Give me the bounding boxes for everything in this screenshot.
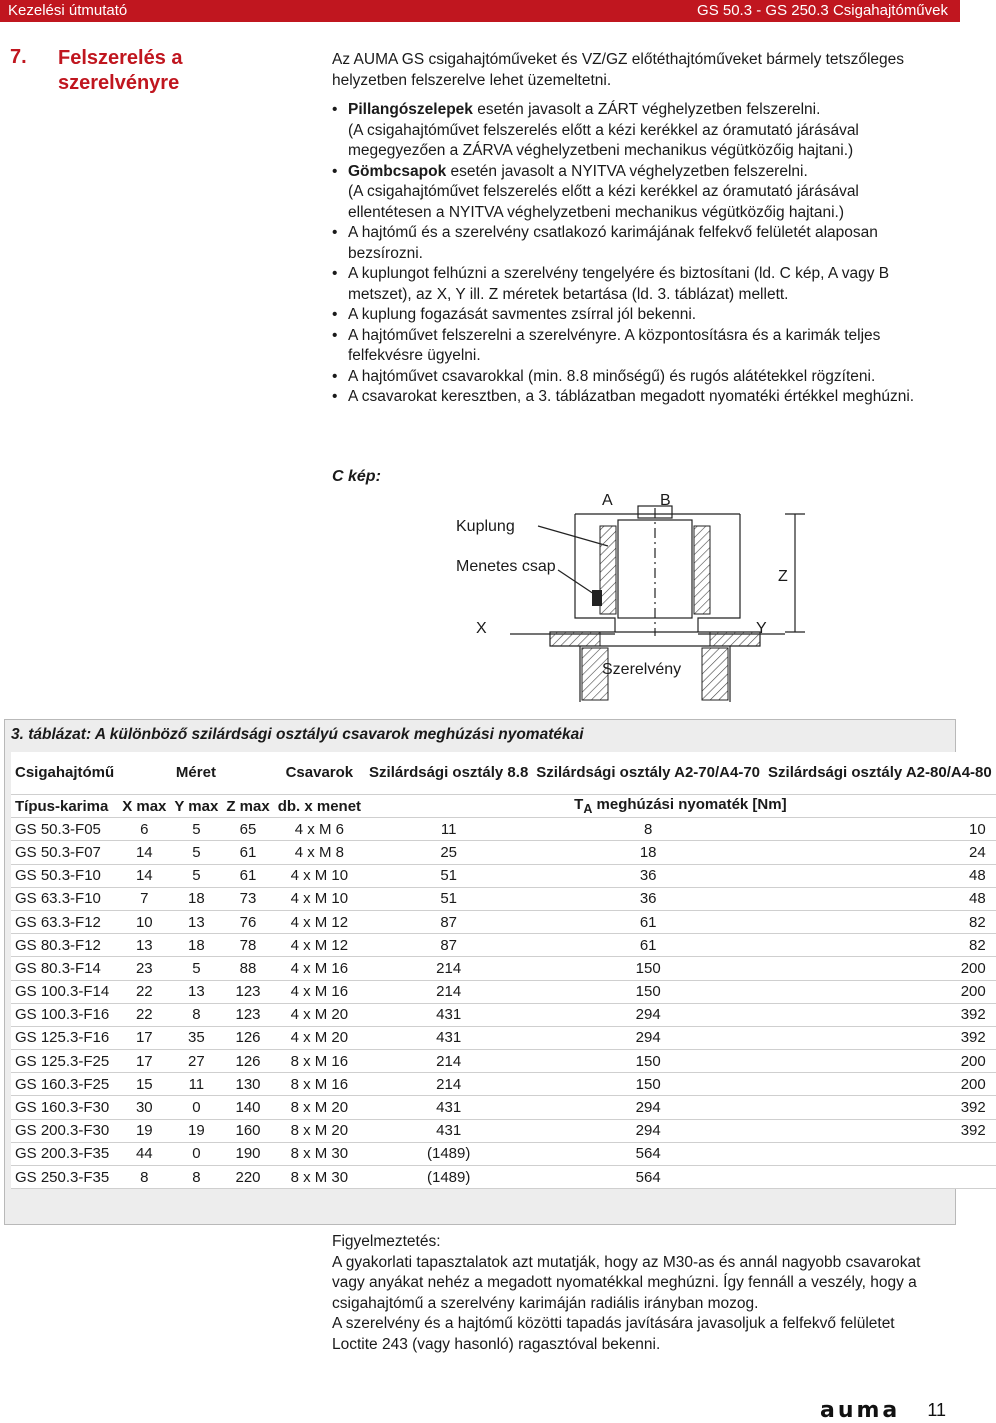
table-cell: 73 (222, 887, 273, 910)
list-item: • A csavarokat keresztben, a 3. táblázatban megadott nyomatéki értékkel meghúzni. (332, 387, 942, 408)
table-row (11, 934, 996, 957)
label-dim-x: X (476, 620, 487, 637)
table-cell: 8 (170, 1003, 222, 1026)
table-cell: GS 80.3-F12 (11, 934, 118, 957)
table-cell: 214 (365, 980, 532, 1003)
table-cell: 36 (532, 864, 764, 887)
table-cell: 8 (170, 1166, 222, 1189)
table-cell: GS 125.3-F25 (11, 1050, 118, 1073)
table-cell: 150 (532, 1073, 764, 1096)
col-header: Csigahajtómű (11, 752, 118, 795)
table-cell: 18 (170, 934, 222, 957)
table-cell: 8 x M 30 (274, 1166, 365, 1189)
table-cell: 8 x M 30 (274, 1142, 365, 1165)
header-product-title: GS 50.3 - GS 250.3 Csigahajtóművek (697, 2, 948, 19)
instruction-list (332, 100, 942, 408)
table-cell: 51 (365, 887, 532, 910)
torque-subheader (365, 795, 996, 818)
table-cell: GS 125.3-F16 (11, 1026, 118, 1049)
table-cell: 4 x M 10 (274, 864, 365, 887)
table-row (11, 1050, 996, 1073)
table-cell: GS 200.3-F30 (11, 1119, 118, 1142)
table-cell: 5 (170, 841, 222, 864)
table-cell: 0 (170, 1142, 222, 1165)
table-cell: GS 160.3-F25 (11, 1073, 118, 1096)
table-cell: 6 (118, 818, 170, 841)
table-cell: GS 250.3-F35 (11, 1166, 118, 1189)
table-cell: GS 100.3-F16 (11, 1003, 118, 1026)
table-row (11, 1119, 996, 1142)
page-number: 11 (927, 1400, 946, 1420)
table-cell: 8 x M 16 (274, 1050, 365, 1073)
col-subheader: Y max (170, 795, 222, 818)
table-cell: 87 (365, 910, 532, 933)
warning-block (332, 1232, 942, 1355)
table-cell: GS 160.3-F30 (11, 1096, 118, 1119)
table-row (11, 1096, 996, 1119)
table-cell: 4 x M 8 (274, 841, 365, 864)
table-cell: 150 (532, 980, 764, 1003)
table-row (11, 1003, 996, 1026)
bullet-note: (A csigahajtóművet felszerelés előtt a kézi kerékkel az óramutató járásával megegyezően a ZÁRVA véghelyzetbeni mechanikus végütközőig hajtani.) (348, 121, 859, 159)
table-cell: 11 (365, 818, 532, 841)
table-cell: GS 50.3-F05 (11, 818, 118, 841)
table-cell: 14 (118, 864, 170, 887)
table-cell: 8 x M 20 (274, 1096, 365, 1119)
table-cell: 14 (118, 841, 170, 864)
table-cell: 23 (118, 957, 170, 980)
table-cell: GS 63.3-F10 (11, 887, 118, 910)
table-cell: 4 x M 6 (274, 818, 365, 841)
table-cell: 13 (170, 980, 222, 1003)
table-cell: 25 (365, 841, 532, 864)
col-header: Méret (118, 752, 274, 795)
table-cell: 17 (118, 1050, 170, 1073)
table-cell: 214 (365, 1073, 532, 1096)
table-row (11, 957, 996, 980)
table-cell: GS 80.3-F14 (11, 957, 118, 980)
table-cell: 87 (365, 934, 532, 957)
table-cell: 88 (222, 957, 273, 980)
table-cell: 4 x M 10 (274, 887, 365, 910)
table-cell: (1489) (365, 1142, 532, 1165)
table-cell: 51 (365, 864, 532, 887)
table-cell: 564 (532, 1166, 764, 1189)
bullet-note: (A csigahajtóművet felszerelés előtt a kézi kerékkel az óramutató járásával ellentétesen a NYITVA véghelyzetbeni mechanikus végütközőig hajtani.) (348, 183, 859, 221)
label-dim-y: Y (756, 620, 767, 637)
table-cell: 13 (170, 910, 222, 933)
table-row (11, 841, 996, 864)
table-cell: 140 (222, 1096, 273, 1119)
list-item: • A kuplung fogazását savmentes zsírral jól bekenni. (332, 305, 942, 326)
table-cell: 431 (365, 1096, 532, 1119)
table-cell: 4 x M 20 (274, 1026, 365, 1049)
col-header: Szilárdsági osztály A2-70/A4-70 (532, 752, 764, 795)
list-item (332, 100, 942, 162)
table-cell: 13 (118, 934, 170, 957)
col-subheader: Z max (222, 795, 273, 818)
table-cell: 5 (170, 864, 222, 887)
table-cell: 8 (532, 818, 764, 841)
table-cell: 4 x M 16 (274, 957, 365, 980)
table-cell: 150 (532, 957, 764, 980)
table-cell: 123 (222, 1003, 273, 1026)
auma-logo: auma (820, 1398, 901, 1423)
col-subheader: X max (118, 795, 170, 818)
bullet-bold: Gömbcsapok (348, 162, 447, 180)
table-cell: 126 (222, 1050, 273, 1073)
table-cell: 24 (764, 841, 996, 864)
table-cell: 220 (222, 1166, 273, 1189)
table-cell: 19 (170, 1119, 222, 1142)
table-row (11, 1166, 996, 1189)
table-cell: 61 (222, 841, 273, 864)
coupling-cross-section-figure (440, 486, 810, 702)
table-row (11, 980, 996, 1003)
warning-paragraph: A gyakorlati tapasztalatok azt mutatják, hogy az M30-as és annál nagyobb csavarokat vagy anyákat nehéz a megadott nyomatékkal meghúzni. Így fennáll a veszély, hogy a csigahajtómű a szerelvény karimáján radiális irányban mozog. (332, 1253, 921, 1312)
table-header-row (11, 752, 996, 795)
section-number: 7. (10, 46, 27, 68)
table-cell: 18 (532, 841, 764, 864)
table-cell: 65 (222, 818, 273, 841)
table-cell: 4 x M 12 (274, 934, 365, 957)
warning-title: Figyelmeztetés: (332, 1233, 441, 1250)
table-subheader-row (11, 795, 996, 818)
table-cell: 392 (764, 1026, 996, 1049)
table-cell: 392 (764, 1096, 996, 1119)
table-cell: 431 (365, 1003, 532, 1026)
table-cell: (1489) (365, 1166, 532, 1189)
table-cell: 4 x M 12 (274, 910, 365, 933)
table-cell: GS 63.3-F12 (11, 910, 118, 933)
warning-paragraph: A szerelvény és a hajtómű közötti tapadás javítására javasoljuk a felfekvő felületet Loctite 243 (vagy hasonló) ragasztóval bekenni. (332, 1315, 895, 1353)
table-cell: 10 (118, 910, 170, 933)
table-cell: 294 (532, 1003, 764, 1026)
torque-symbol: T (574, 796, 584, 814)
table-row (11, 1073, 996, 1096)
table-row (11, 910, 996, 933)
table-cell: 48 (764, 887, 996, 910)
table-cell: 431 (365, 1119, 532, 1142)
table-cell: 294 (532, 1119, 764, 1142)
table-cell: 82 (764, 910, 996, 933)
table-cell: 200 (764, 957, 996, 980)
table-cell: 392 (764, 1003, 996, 1026)
table-cell: 61 (222, 864, 273, 887)
table-title: 3. táblázat: A különböző szilárdsági osztályú csavarok meghúzási nyomatékai (11, 726, 584, 743)
table-cell: 150 (532, 1050, 764, 1073)
bullet-bold: Pillangószelepek (348, 101, 473, 118)
bullet-text: esetén javasolt a NYITVA véghelyzetben felszerelni. (446, 162, 808, 180)
table-cell: 10 (764, 818, 996, 841)
table-cell: 61 (532, 934, 764, 957)
table-cell: GS 50.3-F10 (11, 864, 118, 887)
table-cell: 61 (532, 910, 764, 933)
table-cell: 160 (222, 1119, 273, 1142)
table-cell: 431 (365, 1026, 532, 1049)
table-cell: 27 (170, 1050, 222, 1073)
table-cell: 4 x M 20 (274, 1003, 365, 1026)
label-szerelveny: Szerelvény (602, 661, 682, 678)
table-cell (764, 1142, 996, 1165)
table-cell: 82 (764, 934, 996, 957)
table-cell: 294 (532, 1096, 764, 1119)
table-cell: 8 x M 20 (274, 1119, 365, 1142)
table-cell: 30 (118, 1096, 170, 1119)
table-cell: 0 (170, 1096, 222, 1119)
table-row (11, 1026, 996, 1049)
torque-table (11, 752, 996, 1189)
table-cell: 36 (532, 887, 764, 910)
table-row (11, 864, 996, 887)
table-cell: 123 (222, 980, 273, 1003)
table-cell: 7 (118, 887, 170, 910)
label-menetes-csap: Menetes csap (456, 558, 556, 575)
label-dim-z: Z (778, 568, 788, 585)
header-doc-title: Kezelési útmutató (8, 2, 128, 19)
table-cell: 78 (222, 934, 273, 957)
table-cell: 200 (764, 1050, 996, 1073)
table-cell: 214 (365, 957, 532, 980)
table-cell: 44 (118, 1142, 170, 1165)
list-item: • A hajtómű és a szerelvény csatlakozó karimájának felfekvő felületét alaposan bezsírozni. (332, 223, 942, 264)
col-subheader: Típus-karima (11, 795, 118, 818)
list-item: • A kuplungot felhúzni a szerelvény tengelyére és biztosítani (ld. C kép, A vagy B metszet), az X, Y ill. Z méretek betartása (ld. 3. táblázat) mellett. (332, 264, 942, 305)
table-cell: 294 (532, 1026, 764, 1049)
table-cell: 11 (170, 1073, 222, 1096)
list-item: • A hajtóművet csavarokkal (min. 8.8 minőségű) és rugós alátétekkel rögzíteni. (332, 367, 942, 388)
torque-subscript: A (583, 802, 593, 817)
table-cell: GS 200.3-F35 (11, 1142, 118, 1165)
table-cell: 564 (532, 1142, 764, 1165)
table-cell: 190 (222, 1142, 273, 1165)
table-cell: 76 (222, 910, 273, 933)
table-cell: 126 (222, 1026, 273, 1049)
table-cell: 5 (170, 818, 222, 841)
table-row (11, 887, 996, 910)
table-cell: 200 (764, 980, 996, 1003)
col-subheader: db. x menet (274, 795, 365, 818)
table-cell: GS 50.3-F07 (11, 841, 118, 864)
table-cell: 392 (764, 1119, 996, 1142)
table-cell: 4 x M 16 (274, 980, 365, 1003)
list-item (332, 162, 942, 224)
bullet-text: esetén javasolt a ZÁRT véghelyzetben felszerelni. (472, 101, 821, 118)
table-cell: 22 (118, 980, 170, 1003)
table-cell: 22 (118, 1003, 170, 1026)
table-cell: 130 (222, 1073, 273, 1096)
label-section-a: A (602, 492, 613, 509)
label-kuplung: Kuplung (456, 518, 515, 535)
col-header: Csavarok (274, 752, 365, 795)
table-cell: 8 x M 16 (274, 1073, 365, 1096)
table-cell: 35 (170, 1026, 222, 1049)
table-row (11, 818, 996, 841)
table-cell: 15 (118, 1073, 170, 1096)
col-header: Szilárdsági osztály 8.8 (365, 752, 532, 795)
figure-caption: C kép: (332, 468, 381, 485)
torque-label: meghúzási nyomaték [Nm] (592, 796, 787, 814)
torque-table-panel (4, 719, 992, 1225)
table-row (11, 1142, 996, 1165)
page-header (0, 0, 960, 22)
table-cell: 48 (764, 864, 996, 887)
list-item: • A hajtóművet felszerelni a szerelvényre. A központosításra és a karimák teljes felfekvésre ügyelni. (332, 326, 942, 367)
table-cell (764, 1166, 996, 1189)
table-cell: 19 (118, 1119, 170, 1142)
table-cell: 5 (170, 957, 222, 980)
table-cell: 17 (118, 1026, 170, 1049)
table-cell: 200 (764, 1073, 996, 1096)
table-cell: 8 (118, 1166, 170, 1189)
section-title: Felszerelés a szerelvényre (58, 47, 183, 94)
table-cell: GS 100.3-F14 (11, 980, 118, 1003)
col-header: Szilárdsági osztály A2-80/A4-80 (764, 752, 996, 795)
table-cell: 214 (365, 1050, 532, 1073)
intro-paragraph: Az AUMA GS csigahajtóműveket és VZ/GZ előtéthajtóműveket bármely tetszőleges helyzetben felszerelve lehet üzemeltetni. (332, 51, 905, 89)
label-section-b: B (660, 492, 671, 509)
table-cell: 18 (170, 887, 222, 910)
